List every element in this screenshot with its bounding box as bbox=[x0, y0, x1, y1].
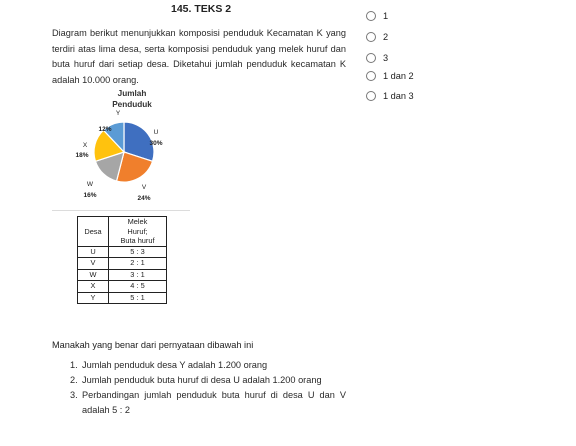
cell-desa: U bbox=[78, 246, 109, 258]
option-label: 3 bbox=[383, 53, 389, 63]
option-1[interactable] bbox=[366, 9, 388, 23]
option-label: 1 dan 3 bbox=[383, 91, 414, 101]
table-row bbox=[78, 246, 167, 258]
option-2[interactable] bbox=[366, 30, 388, 44]
intro-paragraph: Diagram berikut menunjukkan komposisi penduduk Kecamatan K yang terdiri atas lima desa, serta komposisi penduduk yang melek huruf dan buta huruf dari setiap desa. Diketahui jumlah penduduk kecamatan K adalah 10.000 orang. bbox=[52, 28, 346, 85]
slice-value-x: 18% bbox=[75, 152, 89, 159]
header-ratio bbox=[109, 217, 167, 247]
slice-value-v: 24% bbox=[137, 195, 151, 202]
statement-item bbox=[70, 373, 346, 388]
option-label: 2 bbox=[383, 32, 389, 42]
header-ratio-line: Melek bbox=[127, 217, 148, 226]
option-4[interactable] bbox=[366, 69, 414, 83]
chart-title-line2: Penduduk bbox=[112, 100, 152, 109]
statement-list bbox=[70, 358, 346, 418]
cell-ratio: 4 : 5 bbox=[109, 281, 167, 293]
question-title: 145. TEKS 2 bbox=[171, 3, 232, 15]
cell-desa: V bbox=[78, 258, 109, 270]
cell-desa: W bbox=[78, 269, 109, 281]
option-label: 1 dan 2 bbox=[383, 71, 414, 81]
statement-number: 1. bbox=[70, 360, 78, 370]
header-ratio-line: Huruf; bbox=[127, 226, 148, 236]
header-ratio-line: Buta huruf bbox=[120, 236, 155, 245]
cell-desa: Y bbox=[78, 292, 109, 304]
table-row bbox=[78, 258, 167, 270]
radio-icon[interactable] bbox=[366, 71, 376, 81]
option-label: 1 bbox=[383, 11, 389, 21]
chart-title-line1: Jumlah bbox=[117, 89, 147, 98]
radio-icon[interactable] bbox=[366, 91, 376, 101]
population-pie-chart bbox=[52, 88, 192, 213]
slice-label-y: Y bbox=[115, 110, 121, 117]
divider bbox=[52, 210, 190, 211]
slice-value-y: 12% bbox=[98, 126, 112, 133]
cell-ratio: 5 : 1 bbox=[109, 292, 167, 304]
slice-label-v: V bbox=[141, 184, 147, 191]
slice-label-u: U bbox=[153, 129, 159, 136]
radio-icon[interactable] bbox=[366, 53, 376, 63]
statement-text: Jumlah penduduk buta huruf di desa U adalah 1.200 orang bbox=[82, 375, 322, 385]
radio-icon[interactable] bbox=[366, 11, 376, 21]
statement-number: 3. bbox=[70, 390, 78, 400]
table-row bbox=[78, 281, 167, 293]
header-desa: Desa bbox=[78, 217, 109, 247]
option-5[interactable] bbox=[366, 89, 414, 103]
statement-text: Perbandingan jumlah penduduk buta huruf di desa U dan V adalah 5 : 2 bbox=[82, 390, 346, 415]
literacy-table bbox=[77, 216, 167, 304]
slice-value-w: 16% bbox=[83, 192, 97, 199]
cell-desa: X bbox=[78, 281, 109, 293]
slice-label-x: X bbox=[82, 142, 88, 149]
statement-text: Jumlah penduduk desa Y adalah 1.200 orang bbox=[82, 360, 268, 370]
slice-value-u: 30% bbox=[149, 140, 163, 147]
statement-item bbox=[70, 388, 346, 418]
cell-ratio: 5 : 3 bbox=[109, 246, 167, 258]
question-text: Manakah yang benar dari pernyataan dibawah ini bbox=[52, 340, 254, 350]
slice-label-w: W bbox=[86, 181, 94, 188]
radio-icon[interactable] bbox=[366, 32, 376, 42]
cell-ratio: 3 : 1 bbox=[109, 269, 167, 281]
cell-ratio: 2 : 1 bbox=[109, 258, 167, 270]
statement-item bbox=[70, 358, 346, 373]
table-row bbox=[78, 269, 167, 281]
pie-svg bbox=[52, 88, 192, 213]
option-3[interactable] bbox=[366, 51, 388, 65]
statement-number: 2. bbox=[70, 375, 78, 385]
table-row bbox=[78, 292, 167, 304]
